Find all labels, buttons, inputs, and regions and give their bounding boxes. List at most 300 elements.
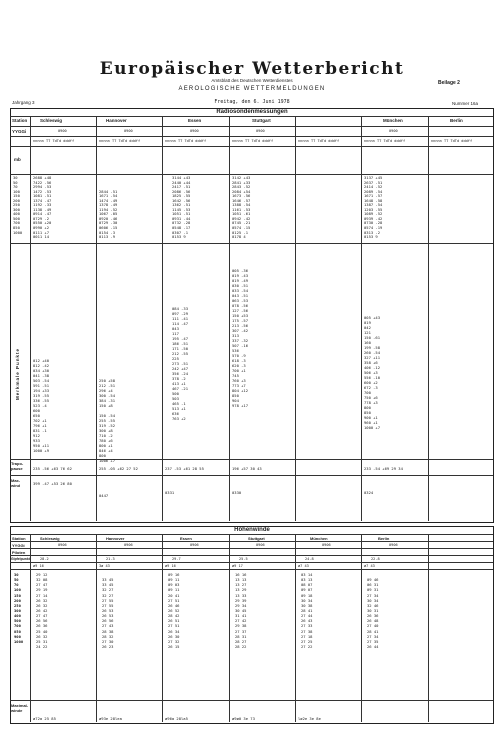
table-cell: 13 27 — [235, 582, 247, 588]
gipfel2-berlin: ø7 43 — [364, 564, 375, 568]
table-cell: 27 51 — [168, 623, 180, 629]
table-cell: 0125 -1 — [232, 229, 249, 235]
table-cell: 26 52 — [168, 607, 180, 613]
tropopause-label: Trapo-pause — [11, 461, 24, 471]
table-cell: 1646 -57 — [232, 197, 251, 203]
table-cell: 536 — [232, 348, 239, 353]
table-cell: 31 41 — [235, 613, 247, 619]
table-cell: 50 — [14, 577, 19, 583]
table-cell: 26 36 — [367, 613, 379, 619]
yyggi-label: YYGGi — [12, 129, 27, 134]
station-essen: Essen — [188, 118, 202, 123]
table-cell: 24 22 — [36, 643, 48, 649]
table-cell: 2084 +54 — [232, 188, 251, 194]
table-cell: 26 42 — [36, 607, 48, 613]
hw-col-muenchen — [301, 572, 312, 649]
pressure-level: 30 — [13, 175, 18, 180]
table-cell: 26 34 — [168, 628, 180, 634]
table-cell: 413 +1 — [172, 381, 186, 386]
table-cell: 212 -55 — [172, 351, 189, 356]
table-cell: 313 — [232, 333, 239, 338]
points-schleswig — [33, 358, 49, 453]
table-cell: 950 +11 — [33, 443, 50, 448]
table-cell: 600 +2 — [364, 380, 378, 385]
station-muenchen: München — [383, 118, 403, 123]
standard-muenchen — [364, 176, 382, 240]
table-cell: 1000 +9 — [33, 448, 50, 453]
table-cell: 042 — [364, 325, 371, 330]
table-cell: 2637 -51 — [364, 179, 383, 185]
table-cell: 850 — [14, 628, 21, 634]
pressure-level: 150 — [13, 193, 20, 199]
table-cell: 150 +8 — [99, 403, 113, 408]
table-cell: 503 -54 — [33, 378, 50, 383]
column-header-schleswig: nnnnn TT TdTd dddff — [33, 139, 75, 143]
table-cell: 27 47 — [36, 582, 48, 588]
table-cell: 27 37 — [235, 628, 247, 634]
beilage-label: Beilage 2 — [438, 80, 460, 86]
table-cell: 27 35 — [367, 638, 379, 644]
station-stuttgart: Stuttgart — [252, 118, 271, 123]
hw-col-berlin — [367, 572, 378, 649]
table-cell: 1194 -52 — [99, 206, 118, 212]
table-cell: 2440 +44 — [172, 179, 191, 185]
pressure-level: 50 — [13, 179, 18, 185]
code-schleswig: 0900 — [58, 129, 67, 133]
table-cell: 700 — [14, 623, 21, 629]
pressure-level: 500 — [13, 215, 20, 221]
hw-station-label: Station — [12, 536, 26, 541]
pressure-level: 100 — [13, 188, 20, 194]
table-cell: 13 13 — [235, 577, 247, 583]
table-cell: 26 32 — [36, 602, 48, 608]
table-cell: 2688 +48 — [33, 175, 52, 180]
table-cell: 26 56 — [36, 618, 48, 624]
table-cell: 700 — [364, 390, 371, 395]
table-cell: 111 -41 — [172, 316, 189, 321]
table-cell: 150 — [14, 592, 21, 598]
table-cell: 30 34 — [367, 597, 379, 603]
gipfel2-muenchen: ø7 43 — [298, 564, 309, 568]
table-cell: 465 -1 — [172, 401, 186, 406]
table-cell: 507 -16 — [232, 343, 249, 348]
table-cell: 28 27 — [235, 638, 247, 644]
table-cell: 812 -42 — [33, 363, 50, 368]
table-cell: 1192 -33 — [33, 202, 52, 208]
table-cell: 13 33 — [235, 592, 247, 598]
table-cell: 0730 -28 — [364, 220, 383, 226]
table-cell: 200 — [14, 597, 21, 603]
maximal-hannover: ø93e 28lea — [99, 716, 122, 721]
table-cell: 033 -54 — [232, 288, 249, 293]
gipfel-muenchen: 24.8 — [305, 557, 314, 561]
table-cell: 850 — [364, 410, 371, 415]
table-cell: 600 — [33, 408, 40, 413]
hw-piloten-label: Piloten — [12, 550, 26, 555]
table-cell: 26 23 — [102, 643, 114, 649]
gipfel2-hannover: 3ø 43 — [99, 564, 110, 568]
table-cell: 1000 +7 — [364, 425, 381, 430]
table-cell: 0745 -21 — [232, 220, 251, 226]
hw-col-hannover — [102, 572, 113, 649]
tropo-essen: 237 -53 +61 28 55 — [165, 466, 204, 471]
table-cell: 019 -49 — [232, 278, 249, 283]
table-cell: 012 +40 — [33, 358, 50, 363]
table-cell: 114 -47 — [172, 321, 189, 326]
table-cell: 09 46 — [367, 577, 379, 583]
table-cell: 570 -9 — [232, 353, 246, 358]
table-cell: 260 -54 — [364, 350, 381, 355]
table-cell: 005 -36 — [232, 268, 249, 273]
table-cell: 225 — [172, 356, 179, 361]
table-cell: 2841 +33 — [232, 179, 251, 185]
table-cell: 0574 -15 — [232, 225, 251, 231]
table-cell: 08 07 — [301, 582, 313, 588]
points-essen — [172, 306, 188, 421]
column-header-mid: nnnnn TT TdTd dddff — [298, 139, 340, 143]
table-cell: 32 27 — [102, 592, 114, 598]
table-cell: 0942 -42 — [232, 215, 251, 221]
table-cell: 27 38 — [301, 628, 313, 634]
table-cell: 26 44 — [367, 643, 379, 649]
table-cell: 846 +4 — [99, 448, 113, 453]
table-cell: 186 -51 — [172, 341, 189, 346]
table-cell: 7422 -56 — [33, 179, 52, 185]
table-cell: 199 -58 — [364, 345, 381, 350]
table-cell: 327 +11 — [364, 355, 381, 360]
pressure-levels — [13, 176, 22, 235]
table-cell: 0574 -19 — [364, 225, 383, 231]
table-cell: 591 -51 — [33, 383, 50, 388]
table-cell: 030 -51 — [232, 283, 249, 288]
table-cell: 28 38 — [102, 628, 114, 634]
table-cell: 084 -33 — [172, 306, 189, 311]
maximal-schleswig: ø72a 25 85 — [33, 716, 56, 721]
maximal-muenchen: lø2e 3e 8e — [298, 716, 321, 721]
table-cell: 1161 -53 — [232, 206, 251, 212]
table-cell: 25 31 — [36, 638, 48, 644]
table-cell: 0111 +7 — [33, 229, 50, 235]
table-cell: 300 -54 — [99, 393, 116, 398]
table-cell: 0313 -2 — [364, 229, 381, 235]
table-cell: 0154 -3 — [99, 229, 116, 235]
table-cell: 1642 -56 — [172, 197, 191, 203]
standard-hannover — [99, 176, 117, 240]
gipfel-berlin: 22.8 — [371, 557, 380, 561]
table-cell: 0153 9 — [364, 234, 378, 240]
table-cell: 121 — [364, 330, 371, 335]
table-cell: 250 +58 — [99, 378, 116, 383]
pressure-level: 70 — [13, 184, 18, 190]
code-essen: 0900 — [190, 129, 199, 133]
table-cell: 078 -56 — [232, 303, 249, 308]
points-stuttgart — [232, 268, 248, 408]
table-cell: 27 55 — [102, 597, 114, 603]
table-cell: 933 — [33, 438, 40, 443]
station-label: Station — [12, 118, 28, 123]
maximal-essen: ø96a 28la5 — [165, 716, 188, 721]
table-cell: 27 34 — [367, 592, 379, 598]
table-cell: 29 34 — [235, 602, 247, 608]
gipfel2-stuttgart: ø9 17 — [232, 564, 243, 568]
table-cell: 513 +1 — [172, 406, 186, 411]
pressure-level: 700 — [13, 220, 20, 226]
maxwind-muenchen: 0324 — [364, 490, 374, 495]
table-cell: 336 -55 — [33, 398, 50, 403]
table-cell: 097 -29 — [172, 311, 189, 316]
table-cell: 0178 4 — [232, 234, 246, 240]
table-cell: 0113 -9 — [99, 234, 116, 240]
table-cell: 0732 -28 — [172, 220, 191, 226]
date-line: Freitag, den 6. Juni 1978 — [214, 99, 290, 105]
table-cell: 019 — [364, 320, 371, 325]
table-cell: 150 -61 — [364, 335, 381, 340]
table-cell: 27 51 — [168, 597, 180, 603]
table-cell: 800 — [364, 405, 371, 410]
hoehenwinde-title: Höhenwinde — [234, 527, 270, 533]
table-cell: 175 -57 — [232, 318, 249, 323]
table-cell: 30 — [14, 572, 19, 577]
tropo-hannover: 255 -05 +62 27 52 — [99, 466, 138, 471]
table-cell: 1145 -53 — [172, 206, 191, 212]
table-cell: 1671 -54 — [99, 193, 118, 199]
maxwind-label: Max-wind — [11, 478, 21, 488]
table-cell: 319 -55 — [33, 393, 50, 398]
table-cell: 0914 -47 — [33, 211, 52, 217]
hw-code-muenchen: 0906 — [322, 543, 331, 547]
table-cell: 09 03 — [168, 582, 180, 588]
pressure-level: 300 — [13, 206, 20, 212]
table-cell: 09 18 — [301, 592, 313, 598]
table-cell: 32 46 — [367, 602, 379, 608]
table-cell: 800 — [99, 453, 106, 458]
table-cell: 1671 -57 — [364, 193, 383, 199]
table-cell: 26 15 — [168, 643, 180, 649]
pressure-level: 850 — [13, 225, 20, 231]
table-cell: 30 31 — [367, 607, 379, 613]
table-cell: 978 +17 — [232, 403, 249, 408]
table-cell: 0931 -44 — [172, 215, 191, 221]
table-cell: 019 -43 — [232, 273, 249, 278]
table-cell: 1051 -51 — [172, 211, 191, 217]
table-cell: 618 -3 — [232, 358, 246, 363]
table-cell: 28 31 — [235, 633, 247, 639]
station-schleswig: Schleswig — [40, 118, 63, 123]
table-cell: 356 -24 — [172, 371, 189, 376]
table-cell: 255 -55 — [99, 418, 116, 423]
table-cell: 3144 +43 — [172, 175, 191, 180]
hw-station-essen: Essen — [180, 536, 192, 541]
maximal-stuttgart: ø9ø0 3e 73 — [232, 716, 255, 721]
table-cell: 27 18 — [301, 633, 313, 639]
table-cell: 1362 -51 — [172, 202, 191, 208]
table-cell: 0153 9 — [172, 234, 186, 240]
table-cell: 273 -51 — [172, 361, 189, 366]
maxwind-essen: 0331 — [165, 490, 175, 495]
table-cell: 0990 +2 — [33, 225, 50, 231]
table-cell: 300 +8 — [99, 428, 113, 433]
table-cell: 800 +1 — [99, 443, 113, 448]
table-cell: 20 41 — [168, 592, 180, 598]
table-cell: 29 39 — [235, 597, 247, 603]
table-cell: 043 — [172, 326, 179, 331]
table-cell: 171 -50 — [172, 346, 189, 351]
table-cell: 27 40 — [367, 623, 379, 629]
table-cell: 27 33 — [301, 623, 313, 629]
maxwind-hannover: 0447 — [99, 493, 109, 498]
gipfel-stuttgart: 25.5 — [239, 557, 248, 561]
radiosonde-title: Radiosondenmessungen — [216, 109, 288, 115]
table-cell: 09 11 — [168, 577, 180, 583]
gipfel2-schleswig: ø9 16 — [33, 564, 44, 568]
table-cell: 3137 +45 — [364, 175, 383, 180]
table-cell: 09 11 — [168, 587, 180, 593]
report-heading: AEROLOGISCHE WETTERMELDUNGEN — [178, 86, 326, 92]
table-cell: 242 +47 — [172, 366, 189, 371]
table-cell: 250 — [14, 602, 21, 608]
table-cell: 3142 +43 — [232, 175, 251, 180]
station-berlin: Berlin — [450, 118, 463, 123]
table-cell: 30 34 — [301, 597, 313, 603]
table-cell: 0550 +20 — [33, 220, 52, 226]
table-cell: 2414 -52 — [364, 184, 383, 190]
hw-gipfel-label: Gipfelpunkt — [11, 557, 30, 561]
table-cell: 831 -1 — [33, 428, 47, 433]
table-cell: 27 55 — [102, 602, 114, 608]
table-cell: 0011 14 — [33, 234, 50, 240]
radiosonde-table — [10, 108, 494, 523]
table-cell: 672 -3 — [364, 385, 378, 390]
table-cell: 702 +1 — [33, 418, 47, 423]
hw-station-muenchen: München — [310, 536, 328, 541]
table-cell: 27 14 — [36, 592, 48, 598]
table-cell: 400 — [14, 613, 21, 619]
table-cell: 900 +1 — [364, 415, 378, 420]
table-cell: 2843 -52 — [232, 184, 251, 190]
table-cell: 319 -52 — [99, 423, 116, 428]
table-cell: 2844 -51 — [99, 188, 118, 194]
table-cell: 710 -2 — [99, 433, 113, 438]
table-cell: 30 45 — [235, 607, 247, 613]
table-cell: 13 29 — [235, 587, 247, 593]
table-cell: 005 +43 — [364, 315, 381, 320]
table-cell: 300 — [14, 607, 21, 613]
report-title: Europäischer Wetterbericht — [99, 59, 405, 79]
standard-stuttgart — [232, 176, 250, 240]
table-cell: 620 -3 — [232, 363, 246, 368]
column-header-essen: nnnnn TT TdTd dddff — [165, 139, 207, 143]
report-subtitle: Amtsblatt des Deutschen Wetterdienstes — [211, 78, 293, 83]
merkmale-punkte-label: Merkmale Punkte — [15, 347, 20, 400]
table-cell: 773 +7 — [232, 383, 246, 388]
hw-station-schleswig: Schleswig — [40, 536, 60, 541]
table-cell: 160 — [364, 340, 371, 345]
table-cell: 043 -51 — [232, 293, 249, 298]
table-cell: 1472 -53 — [33, 188, 52, 194]
table-cell: 296 +4 — [99, 388, 113, 393]
table-cell: 406 -12 — [364, 365, 381, 370]
table-cell: 1825 -55 — [172, 193, 191, 199]
hw-col-schleswig — [36, 572, 47, 649]
hw-code-berlin: 0906 — [389, 543, 398, 547]
table-cell: 2417 -51 — [172, 184, 191, 190]
table-cell: 1006 +7 — [99, 458, 116, 463]
table-cell: 26 32 — [36, 597, 48, 603]
pressure-level: 1000 — [13, 229, 23, 235]
table-cell: 2994 -53 — [33, 184, 52, 190]
table-cell: 1138 -49 — [33, 206, 52, 212]
table-cell: 127 -56 — [232, 308, 249, 313]
table-cell: 09 31 — [367, 587, 379, 593]
table-cell: 912 — [33, 433, 40, 438]
table-cell: 796 +1 — [33, 423, 47, 428]
table-cell: 26 32 — [36, 633, 48, 639]
table-cell: 26 53 — [102, 613, 114, 619]
hw-levels — [14, 572, 23, 644]
table-cell: 26 48 — [367, 618, 379, 624]
table-cell: 29 12 — [36, 572, 48, 577]
table-cell: 1474 -49 — [99, 197, 118, 203]
pressure-level: 400 — [13, 211, 20, 217]
pressure-level: 200 — [13, 197, 20, 203]
station-hannover: Hannover — [106, 118, 127, 123]
table-cell: 467 -21 — [172, 386, 189, 391]
jahrgang-label: Jahrgang 3 — [12, 100, 35, 105]
table-cell: 27 22 — [301, 643, 313, 649]
table-cell: 0729 -30 — [99, 220, 118, 226]
table-cell: 29 19 — [36, 587, 48, 593]
gipfel2-essen: ø9 16 — [165, 564, 176, 568]
table-cell: 0307 -1 — [172, 229, 189, 235]
table-cell: 29 38 — [235, 623, 247, 629]
hw-code-essen: 0906 — [190, 543, 199, 547]
table-cell: 32 08 — [36, 577, 48, 583]
table-cell: 33 45 — [102, 582, 114, 588]
table-cell: 1081 -51 — [33, 193, 52, 199]
table-cell: 700 +1 — [232, 368, 246, 373]
table-cell: 503 — [172, 396, 179, 401]
table-cell: 28 32 — [102, 633, 114, 639]
hw-yyggi-label: YYGGi — [12, 543, 25, 548]
table-cell: 900 — [14, 633, 21, 639]
code-stuttgart: 0900 — [256, 129, 265, 133]
hw-station-hannover: Hannover — [106, 536, 125, 541]
table-cell: 500 — [14, 618, 21, 624]
code-muenchen: 0900 — [389, 129, 398, 133]
hw-station-stuttgart: Stuttgart — [248, 536, 265, 541]
table-cell: 70 — [14, 582, 19, 588]
table-cell: 523 -4 — [33, 403, 47, 408]
hw-col-stuttgart — [235, 572, 246, 649]
points-hannover — [99, 368, 115, 463]
table-cell: 760 +3 — [232, 378, 246, 383]
gipfel-schleswig: 28.2 — [40, 557, 49, 561]
hw-code-stuttgart: 0906 — [256, 543, 265, 547]
table-cell: 1673 -56 — [232, 193, 251, 199]
table-cell: 09 16 — [168, 572, 180, 577]
table-cell: 213 -56 — [232, 323, 249, 328]
table-cell: 26 56 — [102, 618, 114, 624]
table-cell: 27 30 — [102, 638, 114, 644]
table-cell: 041 -38 — [33, 373, 50, 378]
table-cell: 337 -32 — [232, 338, 249, 343]
table-cell: 780 +6 — [99, 438, 113, 443]
table-cell: 28 41 — [301, 607, 313, 613]
table-cell: 0548 -17 — [172, 225, 191, 231]
table-cell: 1648 -58 — [364, 197, 383, 203]
table-cell: 034 +30 — [33, 368, 50, 373]
table-cell: 804 +12 — [232, 388, 249, 393]
